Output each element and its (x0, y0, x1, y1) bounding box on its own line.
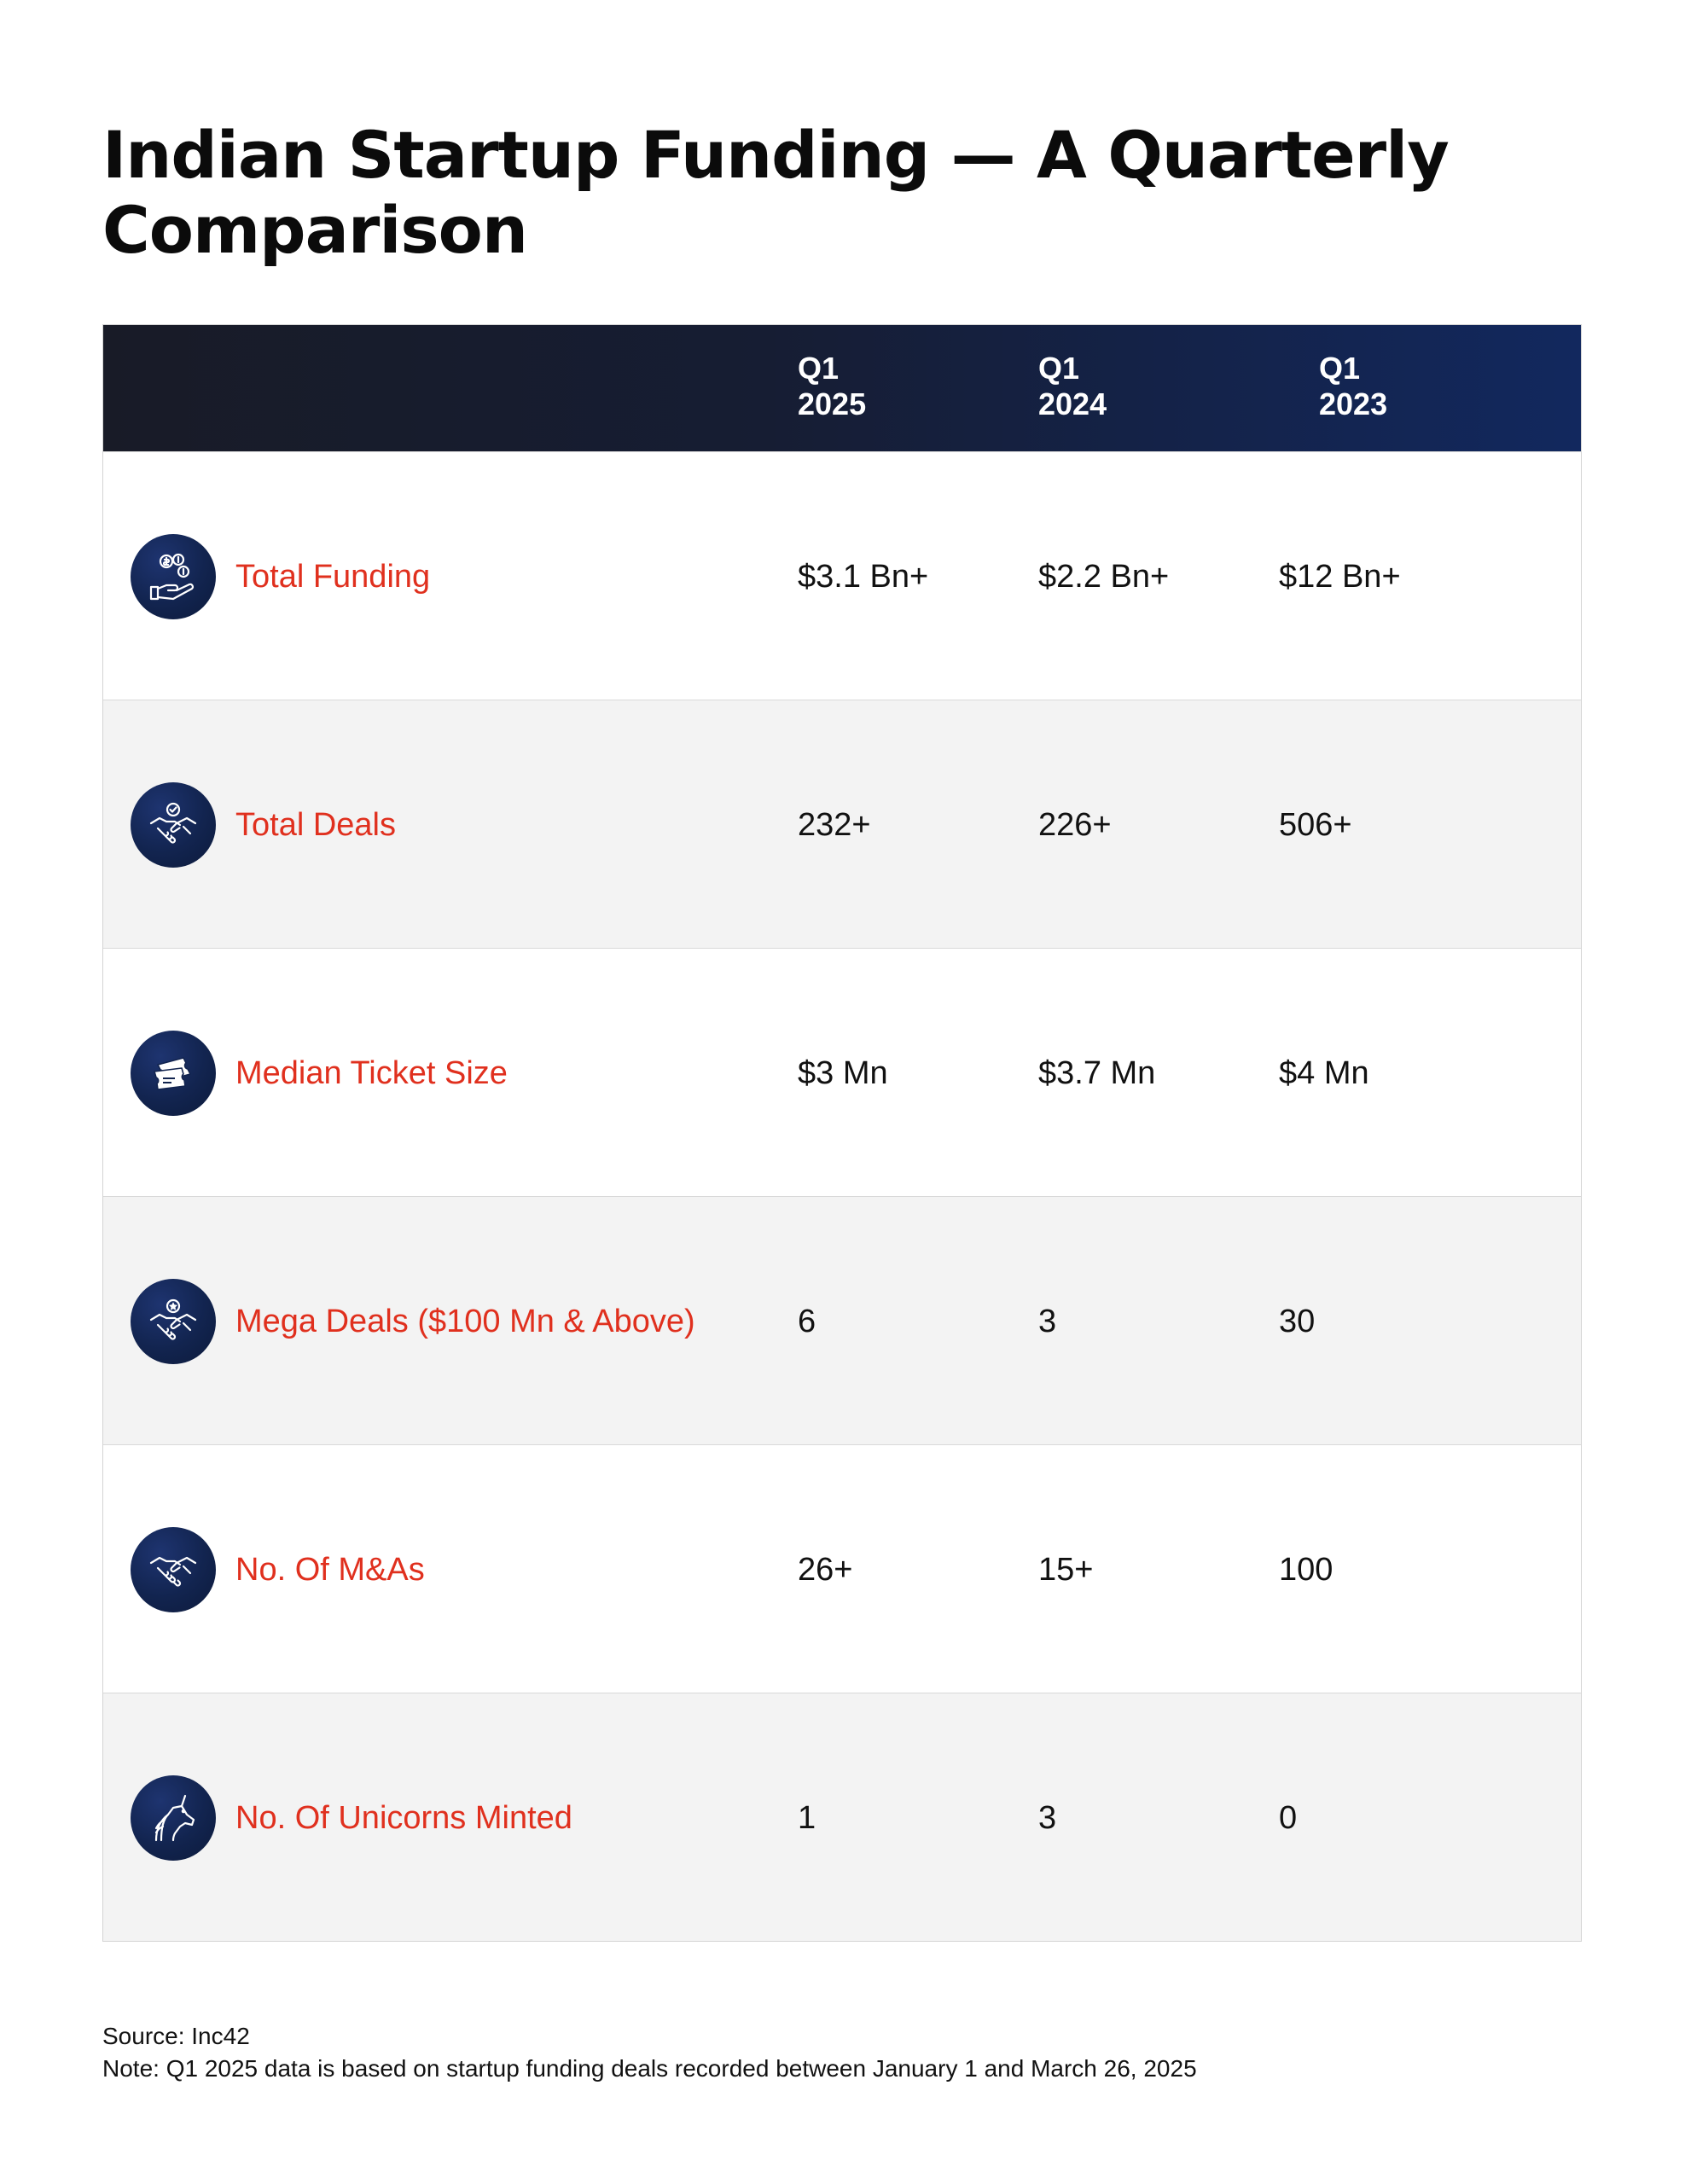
cell-q1-2023: $12 Bn+ (1279, 559, 1401, 595)
cell-q1-2024: 226+ (1038, 807, 1112, 843)
table-row-mega-deals (103, 1196, 1581, 1444)
column-header-q1-2025 (798, 351, 866, 422)
handshake-star-icon (131, 1279, 216, 1364)
ticket-icon (131, 1031, 216, 1116)
table-row-mergers-acquisitions (103, 1444, 1581, 1693)
table-row-total-deals (103, 700, 1581, 948)
table-row-median-ticket-size (103, 948, 1581, 1196)
data-note: Note: Q1 2025 data is based on startup funding deals recorded between January 1 and March 26, 2025 (102, 2055, 1197, 2082)
row-label: No. Of Unicorns Minted (235, 1800, 572, 1836)
cell-q1-2025: $3 Mn (798, 1055, 888, 1091)
column-header-q1-2023 (1319, 351, 1387, 422)
handshake-icon (131, 1527, 216, 1612)
source-note: Source: Inc42 (102, 2023, 250, 2049)
cell-q1-2025: 6 (798, 1304, 816, 1339)
cell-q1-2023: 100 (1279, 1552, 1333, 1588)
page-title: Indian Startup Funding — A Quarterly Comparison (102, 117, 1449, 268)
cell-q1-2025: 232+ (798, 807, 871, 843)
column-header-quarter: Q1 (798, 351, 840, 386)
cell-q1-2023: 506+ (1279, 807, 1352, 843)
cell-q1-2024: 3 (1038, 1800, 1057, 1836)
cell-q1-2024: 15+ (1038, 1552, 1094, 1588)
table-header (103, 325, 1581, 451)
cell-q1-2025: 1 (798, 1800, 816, 1836)
cell-q1-2024: $3.7 Mn (1038, 1055, 1156, 1091)
cell-q1-2024: 3 (1038, 1304, 1057, 1339)
row-label: No. Of M&As (235, 1552, 425, 1588)
row-label: Total Funding (235, 559, 431, 595)
table-row-unicorns-minted (103, 1693, 1581, 1941)
cell-q1-2023: 30 (1279, 1304, 1316, 1339)
comparison-table (102, 324, 1582, 1942)
column-header-q1-2024 (1038, 351, 1107, 422)
unicorn-icon (131, 1775, 216, 1861)
money-hand-icon (131, 534, 216, 619)
table-row-total-funding (103, 451, 1581, 700)
cell-q1-2025: 26+ (798, 1552, 853, 1588)
cell-q1-2024: $2.2 Bn+ (1038, 559, 1170, 595)
row-label: Mega Deals ($100 Mn & Above) (235, 1304, 695, 1339)
row-label: Median Ticket Size (235, 1055, 508, 1091)
row-label: Total Deals (235, 807, 396, 843)
handshake-check-icon (131, 782, 216, 868)
cell-q1-2023: 0 (1279, 1800, 1298, 1836)
footer-notes (102, 2020, 1197, 2085)
column-header-year: 2023 (1319, 386, 1388, 421)
column-header-year: 2024 (1038, 386, 1107, 421)
cell-q1-2023: $4 Mn (1279, 1055, 1369, 1091)
column-header-quarter: Q1 (1319, 351, 1361, 386)
column-header-year: 2025 (798, 386, 867, 421)
column-header-quarter: Q1 (1038, 351, 1080, 386)
cell-q1-2025: $3.1 Bn+ (798, 559, 929, 595)
